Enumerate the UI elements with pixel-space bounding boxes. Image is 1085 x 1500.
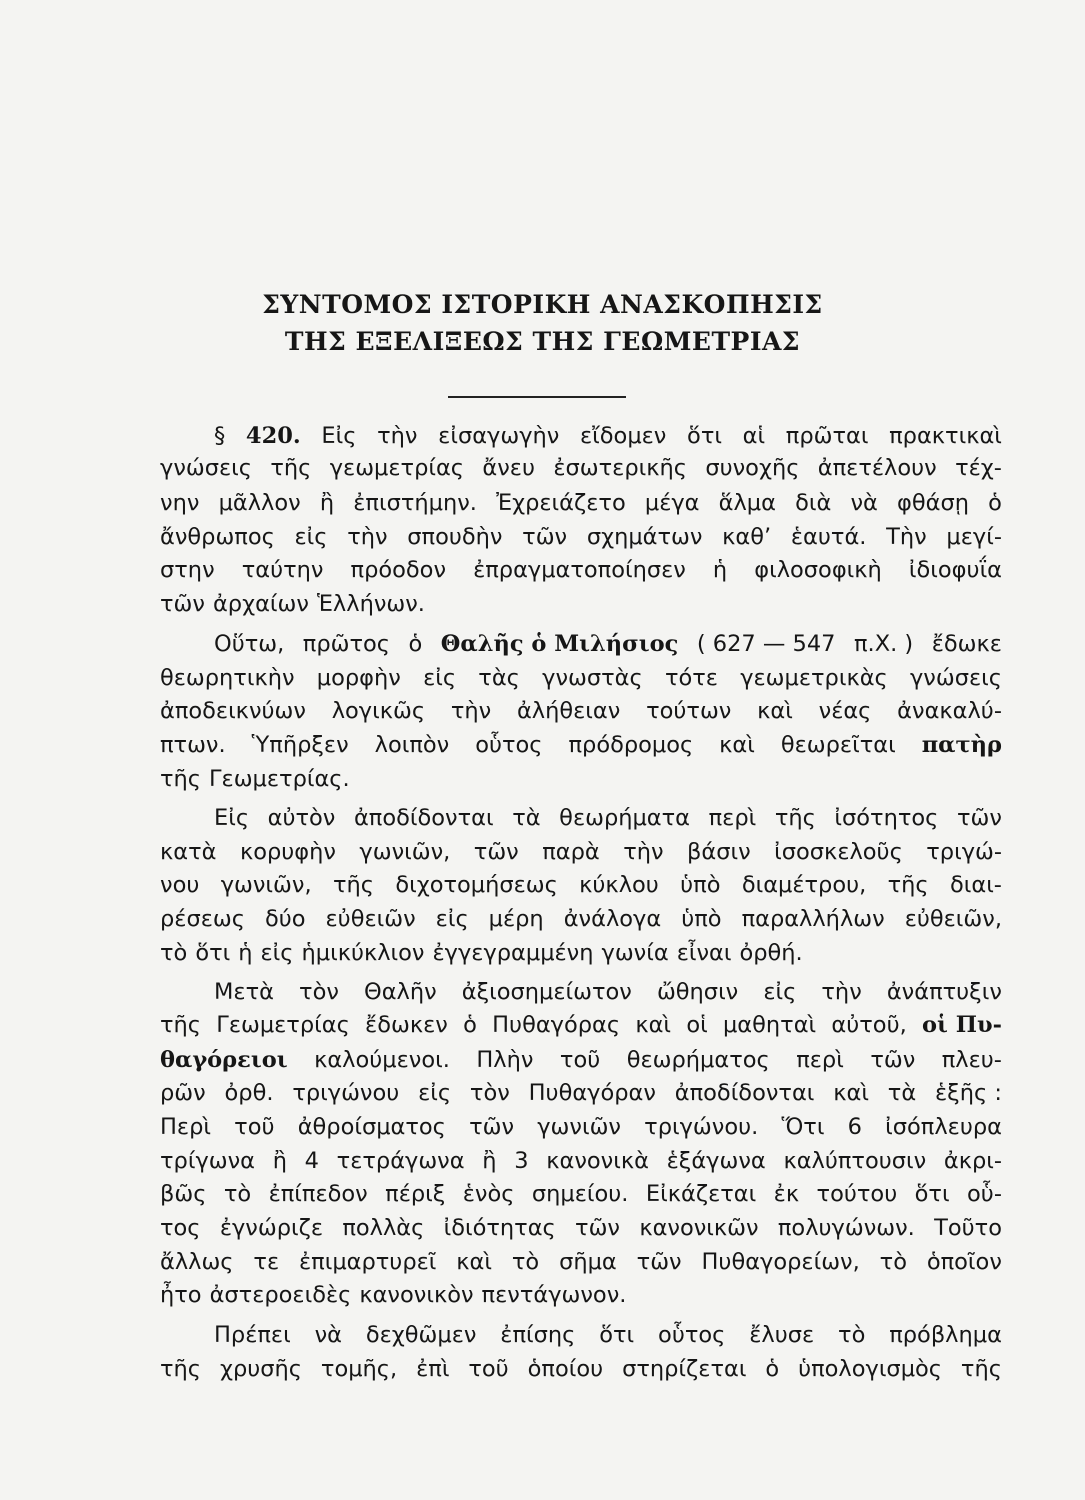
- word: τὰς: [478, 665, 520, 691]
- text-line: [160, 521, 1002, 553]
- word: ἰδιοφυΐα: [908, 557, 1002, 583]
- word: ἀρχαίων: [212, 591, 309, 617]
- word: τρίγωνα: [160, 1148, 255, 1174]
- word: τῶν: [575, 1215, 621, 1241]
- word: πρακτικαὶ: [889, 423, 1002, 449]
- word: τε: [253, 1249, 280, 1275]
- word: τῆς: [887, 872, 929, 898]
- text-line: [160, 1044, 1002, 1076]
- word: Πρέπει: [214, 1322, 291, 1348]
- text-line: [214, 628, 1002, 660]
- word: ἢ: [319, 490, 335, 516]
- word: τῆς: [960, 1356, 1002, 1382]
- word: τῆς: [160, 1012, 202, 1038]
- word: ἀνάπτυξιν: [886, 979, 1002, 1005]
- word: δεχθῶμεν: [365, 1322, 477, 1348]
- bold-term: 420.: [245, 423, 301, 449]
- word: μᾶλλον: [218, 490, 301, 516]
- word: πολυγώνων.: [777, 1215, 915, 1241]
- text-line: [160, 1353, 1002, 1385]
- text-line: [160, 1009, 1002, 1041]
- word: ὅτι: [599, 1322, 635, 1348]
- word: Μετὰ: [214, 979, 274, 1005]
- text-line: [160, 487, 1002, 519]
- word: τοῦ: [559, 1047, 601, 1073]
- word: στην: [160, 557, 215, 583]
- word: ἡ: [238, 940, 253, 966]
- word: οὗτος: [658, 1322, 726, 1348]
- word: γωνιῶν: [537, 1114, 621, 1140]
- word: ὁποῖον: [926, 1249, 1002, 1275]
- word: νὰ: [314, 1322, 342, 1348]
- word: Οὕτω,: [214, 631, 285, 657]
- word: ἢ: [482, 1148, 497, 1174]
- word: παρὰ: [542, 839, 600, 865]
- word: ἐκ: [773, 1181, 800, 1207]
- word: πρῶται: [785, 423, 869, 449]
- word: ἀποδεικνύων: [160, 698, 306, 724]
- word: τῆς: [332, 872, 374, 898]
- word: μέρη: [488, 906, 544, 932]
- word: μαθηταὶ: [722, 1012, 817, 1038]
- word: τὴν: [450, 698, 492, 724]
- word: λοιπὸν: [374, 732, 450, 758]
- word: πρόοδον: [350, 557, 447, 583]
- word: ὁ: [765, 1356, 780, 1382]
- word: περὶ: [796, 1047, 844, 1073]
- word: τὴν: [377, 423, 418, 449]
- text-line: [160, 662, 1002, 694]
- word: γωνιῶν,: [359, 839, 451, 865]
- word: ἑνὸς: [462, 1181, 515, 1207]
- word: ὁ: [408, 631, 423, 657]
- word: νου: [160, 872, 200, 898]
- word: ὁ: [988, 490, 1002, 516]
- word: καλούμενοι.: [314, 1047, 450, 1073]
- word: ἢ: [272, 1148, 287, 1174]
- word: πολλὰς: [342, 1215, 425, 1241]
- word: ἀκρι-: [943, 1148, 1002, 1174]
- word: ἀνάλογα: [563, 906, 662, 932]
- word: ἑξάγωνα: [666, 1148, 766, 1174]
- word: ἦτο: [160, 1282, 202, 1308]
- word: ἔδωκεν: [365, 1012, 448, 1038]
- word: Τοῦτο: [934, 1215, 1002, 1241]
- text-line: [160, 1279, 1002, 1311]
- word: καὶ: [635, 1012, 672, 1038]
- word: τέχ-: [955, 455, 1002, 481]
- word: τῆς: [160, 766, 202, 792]
- word: ἑξῆς :: [935, 1080, 1002, 1106]
- word: ὅτι: [687, 423, 722, 449]
- word: ἐσωτερικῆς: [553, 455, 687, 481]
- word: πλευ-: [941, 1047, 1002, 1073]
- title-divider: [448, 396, 626, 398]
- word: κορυφὴν: [239, 839, 336, 865]
- word: Πυθαγόραν: [528, 1080, 656, 1106]
- word: τριγώνου: [292, 1080, 400, 1106]
- word: εἰς: [763, 979, 797, 1005]
- word: Εἰκάζεται: [645, 1181, 757, 1207]
- word: ταύτην: [241, 557, 324, 583]
- word: τῶν: [473, 839, 519, 865]
- text-line: [160, 836, 1002, 868]
- word: γεωμετρικὰς: [740, 665, 888, 691]
- word: γωνία: [601, 940, 669, 966]
- word: τὰ: [887, 1080, 917, 1106]
- word: τῆς: [270, 455, 312, 481]
- text-line: [214, 802, 1002, 834]
- word: σῆμα: [559, 1249, 617, 1275]
- word: τὸ: [879, 1249, 907, 1275]
- text-line: [160, 1077, 1002, 1109]
- word: σχημάτων: [586, 524, 703, 550]
- word: πέριξ: [385, 1181, 446, 1207]
- word: καλύπτουσιν: [783, 1148, 927, 1174]
- text-line: [160, 1111, 1002, 1143]
- bold-term: πατὴρ: [921, 732, 1002, 758]
- word: Πλὴν: [476, 1047, 534, 1073]
- text-line: [160, 903, 1002, 935]
- word: ἔλυσε: [749, 1322, 815, 1348]
- word: τῆς: [160, 1356, 202, 1382]
- text-line: [160, 869, 1002, 901]
- word: πεντάγωνον.: [481, 1282, 627, 1308]
- text-line: [160, 1212, 1002, 1244]
- word: τετράγωνα: [336, 1148, 465, 1174]
- word: §: [214, 423, 226, 449]
- text-line: [160, 554, 1002, 586]
- word: οἱ: [686, 1012, 708, 1038]
- word: Ἐχρειάζετο: [496, 490, 626, 516]
- word: ἰσόπλευρα: [885, 1114, 1002, 1140]
- text-line: [214, 976, 1002, 1008]
- word: ἐπίσης: [500, 1322, 576, 1348]
- word: τῶν: [870, 1047, 916, 1073]
- word: Ὑπῆρξεν: [251, 732, 349, 758]
- word: τῶν: [956, 805, 1002, 831]
- word: ἅλμα: [718, 490, 776, 516]
- word: τὰ: [512, 805, 541, 831]
- word: σπουδὴν: [407, 524, 503, 550]
- word: ἑαυτά.: [790, 524, 867, 550]
- word: ρῶν: [160, 1080, 206, 1106]
- word: θεωρητικὴν: [160, 665, 295, 691]
- word: ἀθροίσματος: [297, 1114, 446, 1140]
- word: καθ’: [722, 524, 772, 550]
- word: Ἑλλήνων.: [316, 591, 425, 617]
- bold-term: οἱ Πυ-: [922, 1012, 1002, 1038]
- word: ἀνακαλύ-: [897, 698, 1002, 724]
- word: ὁ: [463, 1012, 477, 1038]
- word: τὴν: [347, 524, 388, 550]
- word: μορφὴν: [316, 665, 401, 691]
- word: τούτου: [816, 1181, 898, 1207]
- word: καὶ: [456, 1249, 492, 1275]
- word: κατὰ: [160, 839, 217, 865]
- word: π.Χ. ): [854, 631, 914, 657]
- text-line: [160, 763, 1002, 795]
- word: Εἰς: [214, 805, 250, 831]
- word: πρόδρομος: [568, 732, 694, 758]
- word: καὶ: [757, 698, 793, 724]
- word: οὗτος: [475, 732, 543, 758]
- word: τὸν: [299, 979, 339, 1005]
- word: τὸν: [469, 1080, 510, 1106]
- word: καὶ: [719, 732, 755, 758]
- word: τῆς: [774, 805, 816, 831]
- word: οὗ-: [967, 1181, 1002, 1207]
- word: περὶ: [708, 805, 757, 831]
- word: ἐπὶ: [416, 1356, 450, 1382]
- word: ὑπὸ: [681, 906, 722, 932]
- word: τῶν: [469, 1114, 515, 1140]
- word: εἰς: [418, 1080, 452, 1106]
- word: 6: [847, 1114, 862, 1140]
- word: τὸ: [160, 940, 188, 966]
- word: πρόβλημα: [889, 1322, 1002, 1348]
- word: τὴν: [821, 979, 862, 1005]
- word: Θαλῆν: [364, 979, 437, 1005]
- text-line: [160, 452, 1002, 484]
- word: εἰς: [423, 665, 457, 691]
- word: ἔδωκε: [931, 631, 1002, 657]
- text-line: [160, 937, 1002, 969]
- word: τοῦ: [468, 1356, 509, 1382]
- word: γωνιῶν,: [220, 872, 312, 898]
- word: αἱ: [742, 423, 766, 449]
- word: ἡ: [712, 557, 728, 583]
- word: εὐθειῶν,: [904, 906, 1002, 932]
- word: ἐπιμαρτυρεῖ: [299, 1249, 437, 1275]
- word: 4: [304, 1148, 319, 1174]
- word: διχοτομήσεως: [395, 872, 558, 898]
- word: εἰσαγωγὴν: [438, 423, 560, 449]
- chapter-title-line-2: ΤΗΣ ΕΞΕΛΙΞΕΩΣ ΤΗΣ ΓΕΩΜΕΤΡΙΑΣ: [284, 327, 801, 356]
- word: ὀρθή.: [739, 940, 803, 966]
- word: ἐπίπεδον: [268, 1181, 368, 1207]
- word: ἐγγεγραμμένη: [432, 940, 594, 966]
- word: βῶς: [160, 1181, 207, 1207]
- word: ἐγνώριζε: [219, 1215, 324, 1241]
- word: παραλλήλων: [741, 906, 885, 932]
- word: μεγί-: [946, 524, 1002, 550]
- word: Γεωμετρίας.: [209, 766, 350, 792]
- word: ὑπολογισμὸς: [798, 1356, 942, 1382]
- word: ( 627 — 547: [696, 631, 836, 657]
- word: μέγα: [644, 490, 700, 516]
- word: ὅτι: [914, 1181, 950, 1207]
- word: κύκλου: [579, 872, 659, 898]
- word: ἄνευ: [482, 455, 535, 481]
- word: ἄνθρωπος: [160, 524, 275, 550]
- word: στηρίζεται: [622, 1356, 747, 1382]
- word: ἀλήθειαν: [516, 698, 621, 724]
- bold-term: θαγόρειοι: [160, 1047, 288, 1073]
- word: ἰσότητος: [834, 805, 939, 831]
- word: ἡμικύκλιον: [301, 940, 425, 966]
- word: σημείου.: [531, 1181, 629, 1207]
- word: ἄλλως: [160, 1249, 234, 1275]
- word: εἰς: [435, 906, 469, 932]
- word: πρῶτος: [302, 631, 390, 657]
- chapter-title-line-1: ΣΥΝΤΟΜΟΣ ΙΣΤΟΡΙΚΗ ΑΝΑΣΚΟΠΗΣΙΣ: [262, 290, 823, 319]
- text-line: [160, 588, 1002, 620]
- word: τὸ: [838, 1322, 866, 1348]
- word: τῶν: [160, 591, 205, 617]
- word: 3: [514, 1148, 529, 1174]
- word: τος: [160, 1215, 201, 1241]
- word: ὅτι: [195, 940, 231, 966]
- word: εἶναι: [676, 940, 732, 966]
- word: τοῦ: [234, 1114, 275, 1140]
- word: εὐθειῶν: [325, 906, 416, 932]
- word: τότε: [664, 665, 718, 691]
- word: Εἰς: [321, 423, 357, 449]
- word: πτων.: [160, 732, 226, 758]
- word: χρυσῆς: [219, 1356, 302, 1382]
- text-line: [160, 1145, 1002, 1177]
- word: γεωμετρίας: [329, 455, 465, 481]
- word: αὐτὸν: [267, 805, 336, 831]
- word: εἰς: [260, 940, 294, 966]
- word: αὐτοῦ,: [831, 1012, 907, 1038]
- word: ἀποδίδονται: [674, 1080, 815, 1106]
- text-line: [160, 1246, 1002, 1278]
- word: Τὴν: [886, 524, 927, 550]
- word: τῶν: [636, 1249, 682, 1275]
- word: τὴν: [623, 839, 664, 865]
- word: εἰς: [294, 524, 328, 550]
- text-line: [160, 1178, 1002, 1210]
- word: νέας: [818, 698, 872, 724]
- word: θεωρήματος: [626, 1047, 770, 1073]
- word: τριγώ-: [926, 839, 1002, 865]
- word: τῶν: [522, 524, 568, 550]
- word: νὰ: [850, 490, 878, 516]
- word: Πυθαγόρας: [492, 1012, 621, 1038]
- word: νην: [160, 490, 200, 516]
- word: τομῆς,: [320, 1356, 398, 1382]
- word: τριγώνου.: [644, 1114, 759, 1140]
- word: γνωστὰς: [542, 665, 643, 691]
- word: διαι-: [949, 872, 1002, 898]
- word: ἀξιοσημείωτον: [461, 979, 632, 1005]
- word: κανονικὸν: [359, 1282, 474, 1308]
- word: ἰδιότητας: [443, 1215, 556, 1241]
- word: Πυθαγορείων,: [701, 1249, 860, 1275]
- word: τούτων: [646, 698, 732, 724]
- word: καὶ: [833, 1080, 869, 1106]
- word: Ὅτι: [781, 1114, 825, 1140]
- word: ἀστεροειδὲς: [209, 1282, 352, 1308]
- word: φθάσῃ: [897, 490, 970, 516]
- bold-term: Θαλῆς ὁ Μιλήσιος: [440, 631, 679, 657]
- word: βάσιν: [687, 839, 751, 865]
- word: ἐπραγματοποίησεν: [473, 557, 686, 583]
- word: φιλοσοφικὴ: [754, 557, 882, 583]
- word: γνώσεις: [909, 665, 1002, 691]
- word: τὸ: [223, 1181, 252, 1207]
- word: Γεωμετρίας: [216, 1012, 350, 1038]
- word: θεωρήματα: [559, 805, 691, 831]
- word: διαμέτρου,: [741, 872, 867, 898]
- text-line: [160, 729, 1002, 761]
- word: δύο: [264, 906, 306, 932]
- word: εἴδομεν: [580, 423, 667, 449]
- word: διὰ: [795, 490, 832, 516]
- word: κανονικὰ: [546, 1148, 649, 1174]
- text-line: [214, 1319, 1002, 1351]
- word: ἰσοσκελοῦς: [774, 839, 903, 865]
- word: συνοχῆς: [705, 455, 800, 481]
- word: ἐπιστήμην.: [353, 490, 477, 516]
- word: ρέσεως: [160, 906, 245, 932]
- word: ἀποδίδονται: [353, 805, 494, 831]
- word: ὁποίου: [527, 1356, 604, 1382]
- word: Περὶ: [160, 1114, 211, 1140]
- word: θεωρεῖται: [780, 732, 896, 758]
- word: λογικῶς: [331, 698, 426, 724]
- word: ὤθησιν: [656, 979, 739, 1005]
- text-line: [214, 420, 1002, 452]
- text-line: [160, 695, 1002, 727]
- word: ὀρθ.: [224, 1080, 274, 1106]
- word: τὸ: [511, 1249, 540, 1275]
- word: γνώσεις: [160, 455, 252, 481]
- word: κανονικῶν: [639, 1215, 759, 1241]
- word: ὑπὸ: [680, 872, 721, 898]
- word: ἀπετέλουν: [817, 455, 937, 481]
